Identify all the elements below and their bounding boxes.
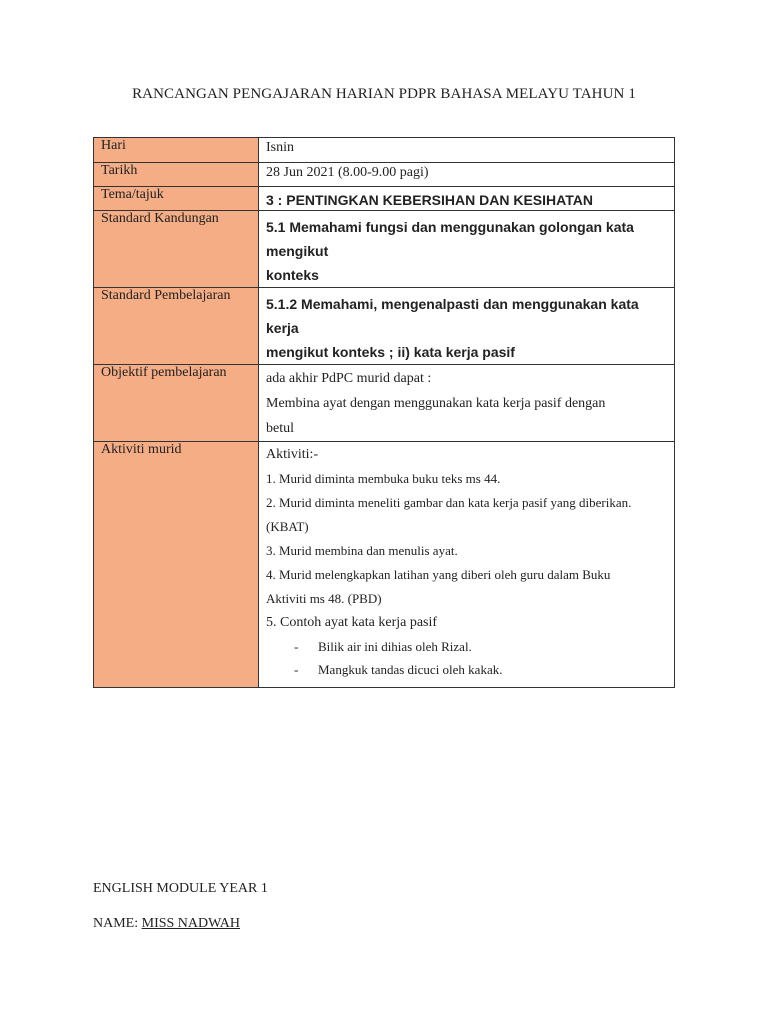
- label-tarikh: Tarikh: [94, 163, 259, 187]
- aktiviti-item-2b: (KBAT): [266, 519, 309, 534]
- value-tarikh: 28 Jun 2021 (8.00-9.00 pagi): [259, 163, 675, 187]
- label-standard-pembelajaran: Standard Pembelajaran: [94, 288, 259, 365]
- row-objektif: [94, 365, 675, 442]
- row-tarikh: [94, 163, 675, 187]
- aktiviti-item-4b: Aktiviti ms 48. (PBD): [266, 591, 382, 606]
- row-tema: [94, 187, 675, 211]
- label-standard-kandungan: Standard Kandungan: [94, 211, 259, 288]
- aktiviti-item-5: 5. Contoh ayat kata kerja pasif: [266, 615, 438, 630]
- label-hari: Hari: [94, 138, 259, 163]
- objektif-line1: ada akhir PdPC murid dapat :: [266, 371, 432, 386]
- value-sk-line1: 5.1 Memahami fungsi dan menggunakan golongan kata mengikut: [266, 219, 634, 259]
- aktiviti-item-2a: 2. Murid diminta meneliti gambar dan kata kerja pasif yang diberikan.: [266, 495, 632, 510]
- aktiviti-item-1: 1. Murid diminta membuka buku teks ms 44.: [266, 471, 501, 486]
- label-aktiviti: Aktiviti murid: [94, 442, 259, 688]
- value-sp-line2: mengikut konteks ; ii) kata kerja pasif: [266, 344, 515, 360]
- value-tema: 3 : PENTINGKAN KEBERSIHAN DAN KESIHATAN: [259, 187, 675, 211]
- aktiviti-item-4a: 4. Murid melengkapkan latihan yang diberi oleh guru dalam Buku: [266, 567, 611, 582]
- name-line: [93, 916, 240, 932]
- module-title: ENGLISH MODULE YEAR 1: [93, 881, 268, 896]
- objektif-line3: betul: [266, 421, 294, 436]
- name-label: NAME:: [93, 916, 142, 931]
- row-standard-pembelajaran: [94, 288, 675, 365]
- row-standard-kandungan: [94, 211, 675, 288]
- label-tema: Tema/tajuk: [94, 187, 259, 211]
- objektif-line2: Membina ayat dengan menggunakan kata kerja pasif dengan: [266, 396, 606, 411]
- example-item: - Bilik air ini dihias oleh Rizal.: [294, 635, 667, 658]
- aktiviti-heading: Aktiviti:-: [266, 447, 319, 462]
- label-objektif: Objektif pembelajaran: [94, 365, 259, 442]
- example-list: [266, 635, 667, 681]
- row-hari: [94, 138, 675, 163]
- page-title: RANCANGAN PENGAJARAN HARIAN PDPR BAHASA MELAYU TAHUN 1: [132, 86, 636, 102]
- row-aktiviti: [94, 442, 675, 688]
- aktiviti-item-3: 3. Murid membina dan menulis ayat.: [266, 543, 458, 558]
- value-sk-line2: konteks: [266, 267, 319, 283]
- value-sp-line1: 5.1.2 Memahami, mengenalpasti dan menggunakan kata kerja: [266, 296, 639, 336]
- lesson-plan-table: [93, 137, 675, 688]
- example-item: - Mangkuk tandas dicuci oleh kakak.: [294, 658, 667, 681]
- value-hari: Isnin: [259, 138, 675, 163]
- name-value: MISS NADWAH: [141, 916, 241, 931]
